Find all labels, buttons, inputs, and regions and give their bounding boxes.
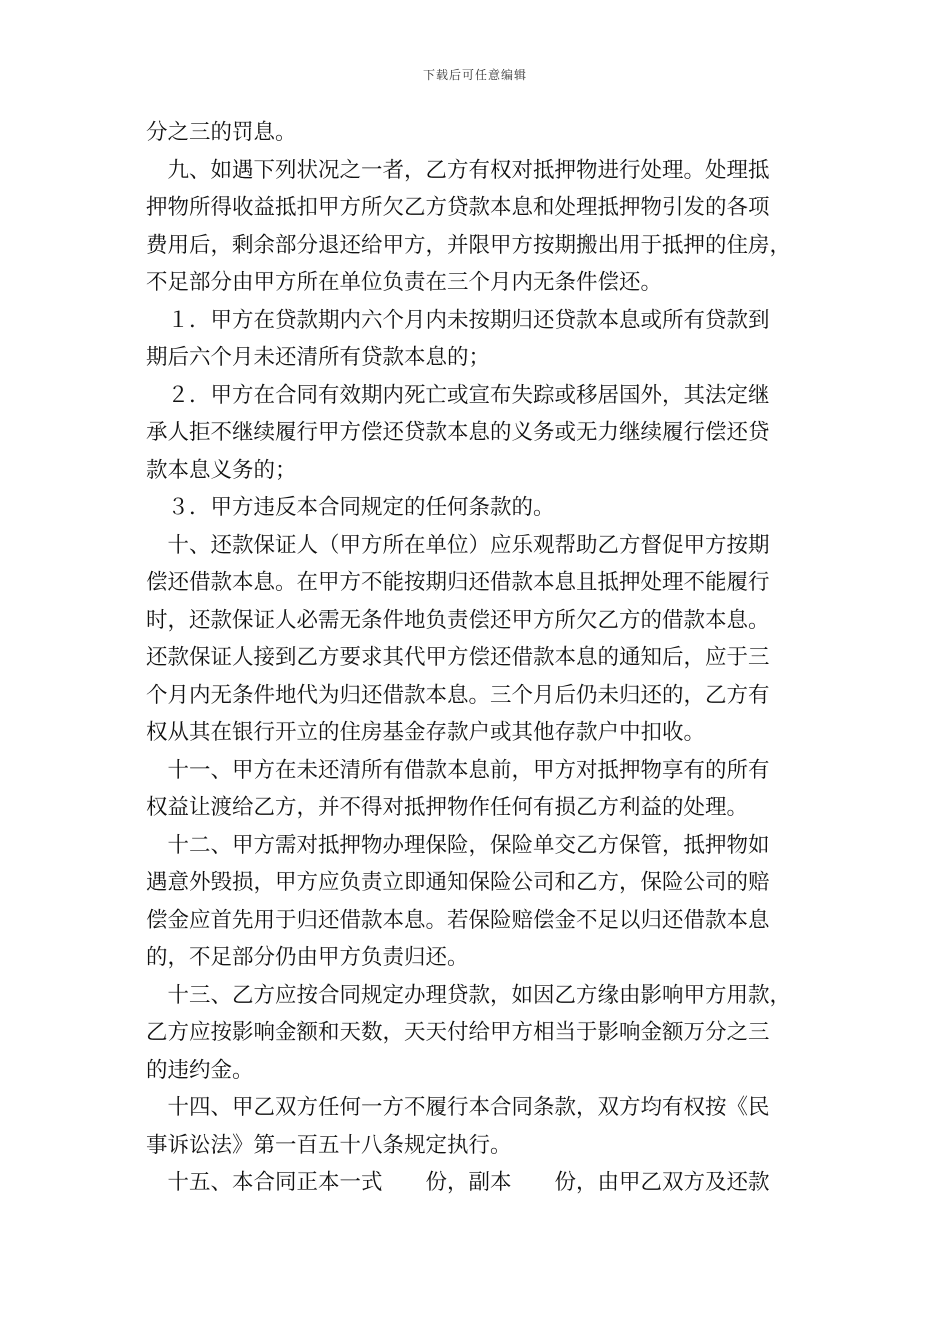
text-line: 十四、甲乙双方任何一方不履行本合同条款，双方均有权按《民 — [146, 1095, 770, 1120]
page-header-note: 下载后可任意编辑 — [422, 68, 527, 82]
text-line: 十、还款保证人（甲方所在单位）应乐观帮助乙方督促甲方按期 — [146, 532, 770, 558]
text-line: 乙方应按影响金额和天数，天天付给甲方相当于影响金额万分之三 — [146, 1020, 770, 1045]
text-line: 权从其在银行开立的住房基金存款户或其他存款户中扣收。 — [146, 720, 706, 745]
text-line: 的违约金。 — [146, 1057, 254, 1083]
text-line: 事诉讼法》第一百五十八条规定执行。 — [146, 1132, 512, 1158]
document-body — [146, 114, 806, 1202]
text-line: 不足部分由甲方所在单位负责在三个月内无条件偿还。 — [146, 270, 663, 295]
text-line: 遇意外毁损，甲方应负责立即通知保险公司和乙方，保险公司的赔 — [146, 870, 770, 895]
text-line: 十五、本合同正本一式 份，副本 份，由甲乙双方及还款 — [146, 1170, 770, 1195]
body-text — [146, 114, 806, 1202]
text-line: 承人拒不继续履行甲方偿还贷款本息的义务或无力继续履行偿还贷 — [146, 420, 770, 445]
text-line: 个月内无条件地代为归还借款本息。三个月后仍未归还的，乙方有 — [146, 682, 770, 708]
text-line: 的，不足部分仍由甲方负责归还。 — [146, 945, 469, 970]
text-line: ２．甲方在合同有效期内死亡或宣布失踪或移居国外，其法定继 — [146, 382, 770, 408]
text-line: 分之三的罚息。 — [146, 120, 297, 145]
text-line: 十三、乙方应按合同规定办理贷款，如因乙方缘由影响甲方用款， — [146, 982, 792, 1008]
text-line: 费用后，剩余部分退还给甲方，并限甲方按期搬出用于抵押的住房， — [146, 232, 792, 258]
text-line: 九、如遇下列状况之一者，乙方有权对抵押物进行处理。处理抵 — [146, 157, 770, 183]
text-line: 时，还款保证人必需无条件地负责偿还甲方所欠乙方的借款本息。 — [146, 607, 770, 633]
text-line: 还款保证人接到乙方要求其代甲方偿还借款本息的通知后，应于三 — [146, 645, 770, 670]
text-line: 偿金应首先用于归还借款本息。若保险赔偿金不足以归还借款本息 — [146, 907, 770, 933]
text-line: 偿还借款本息。在甲方不能按期归还借款本息且抵押处理不能履行 — [146, 570, 770, 595]
text-line: 十二、甲方需对抵押物办理保险，保险单交乙方保管，抵押物如 — [146, 832, 770, 858]
text-line: 款本息义务的； — [146, 457, 297, 483]
text-line: ３．甲方违反本合同规定的任何条款的。 — [146, 495, 555, 520]
text-line: 期后六个月未还清所有贷款本息的； — [146, 345, 491, 370]
text-line: １．甲方在贷款期内六个月内未按期归还贷款本息或所有贷款到 — [146, 307, 770, 333]
text-line: 十一、甲方在未还清所有借款本息前，甲方对抵押物享有的所有 — [146, 757, 770, 783]
text-line: 权益让渡给乙方，并不得对抵押物作任何有损乙方利益的处理。 — [146, 795, 749, 820]
text-line: 押物所得收益抵扣甲方所欠乙方贷款本息和处理抵押物引发的各项 — [146, 195, 770, 220]
